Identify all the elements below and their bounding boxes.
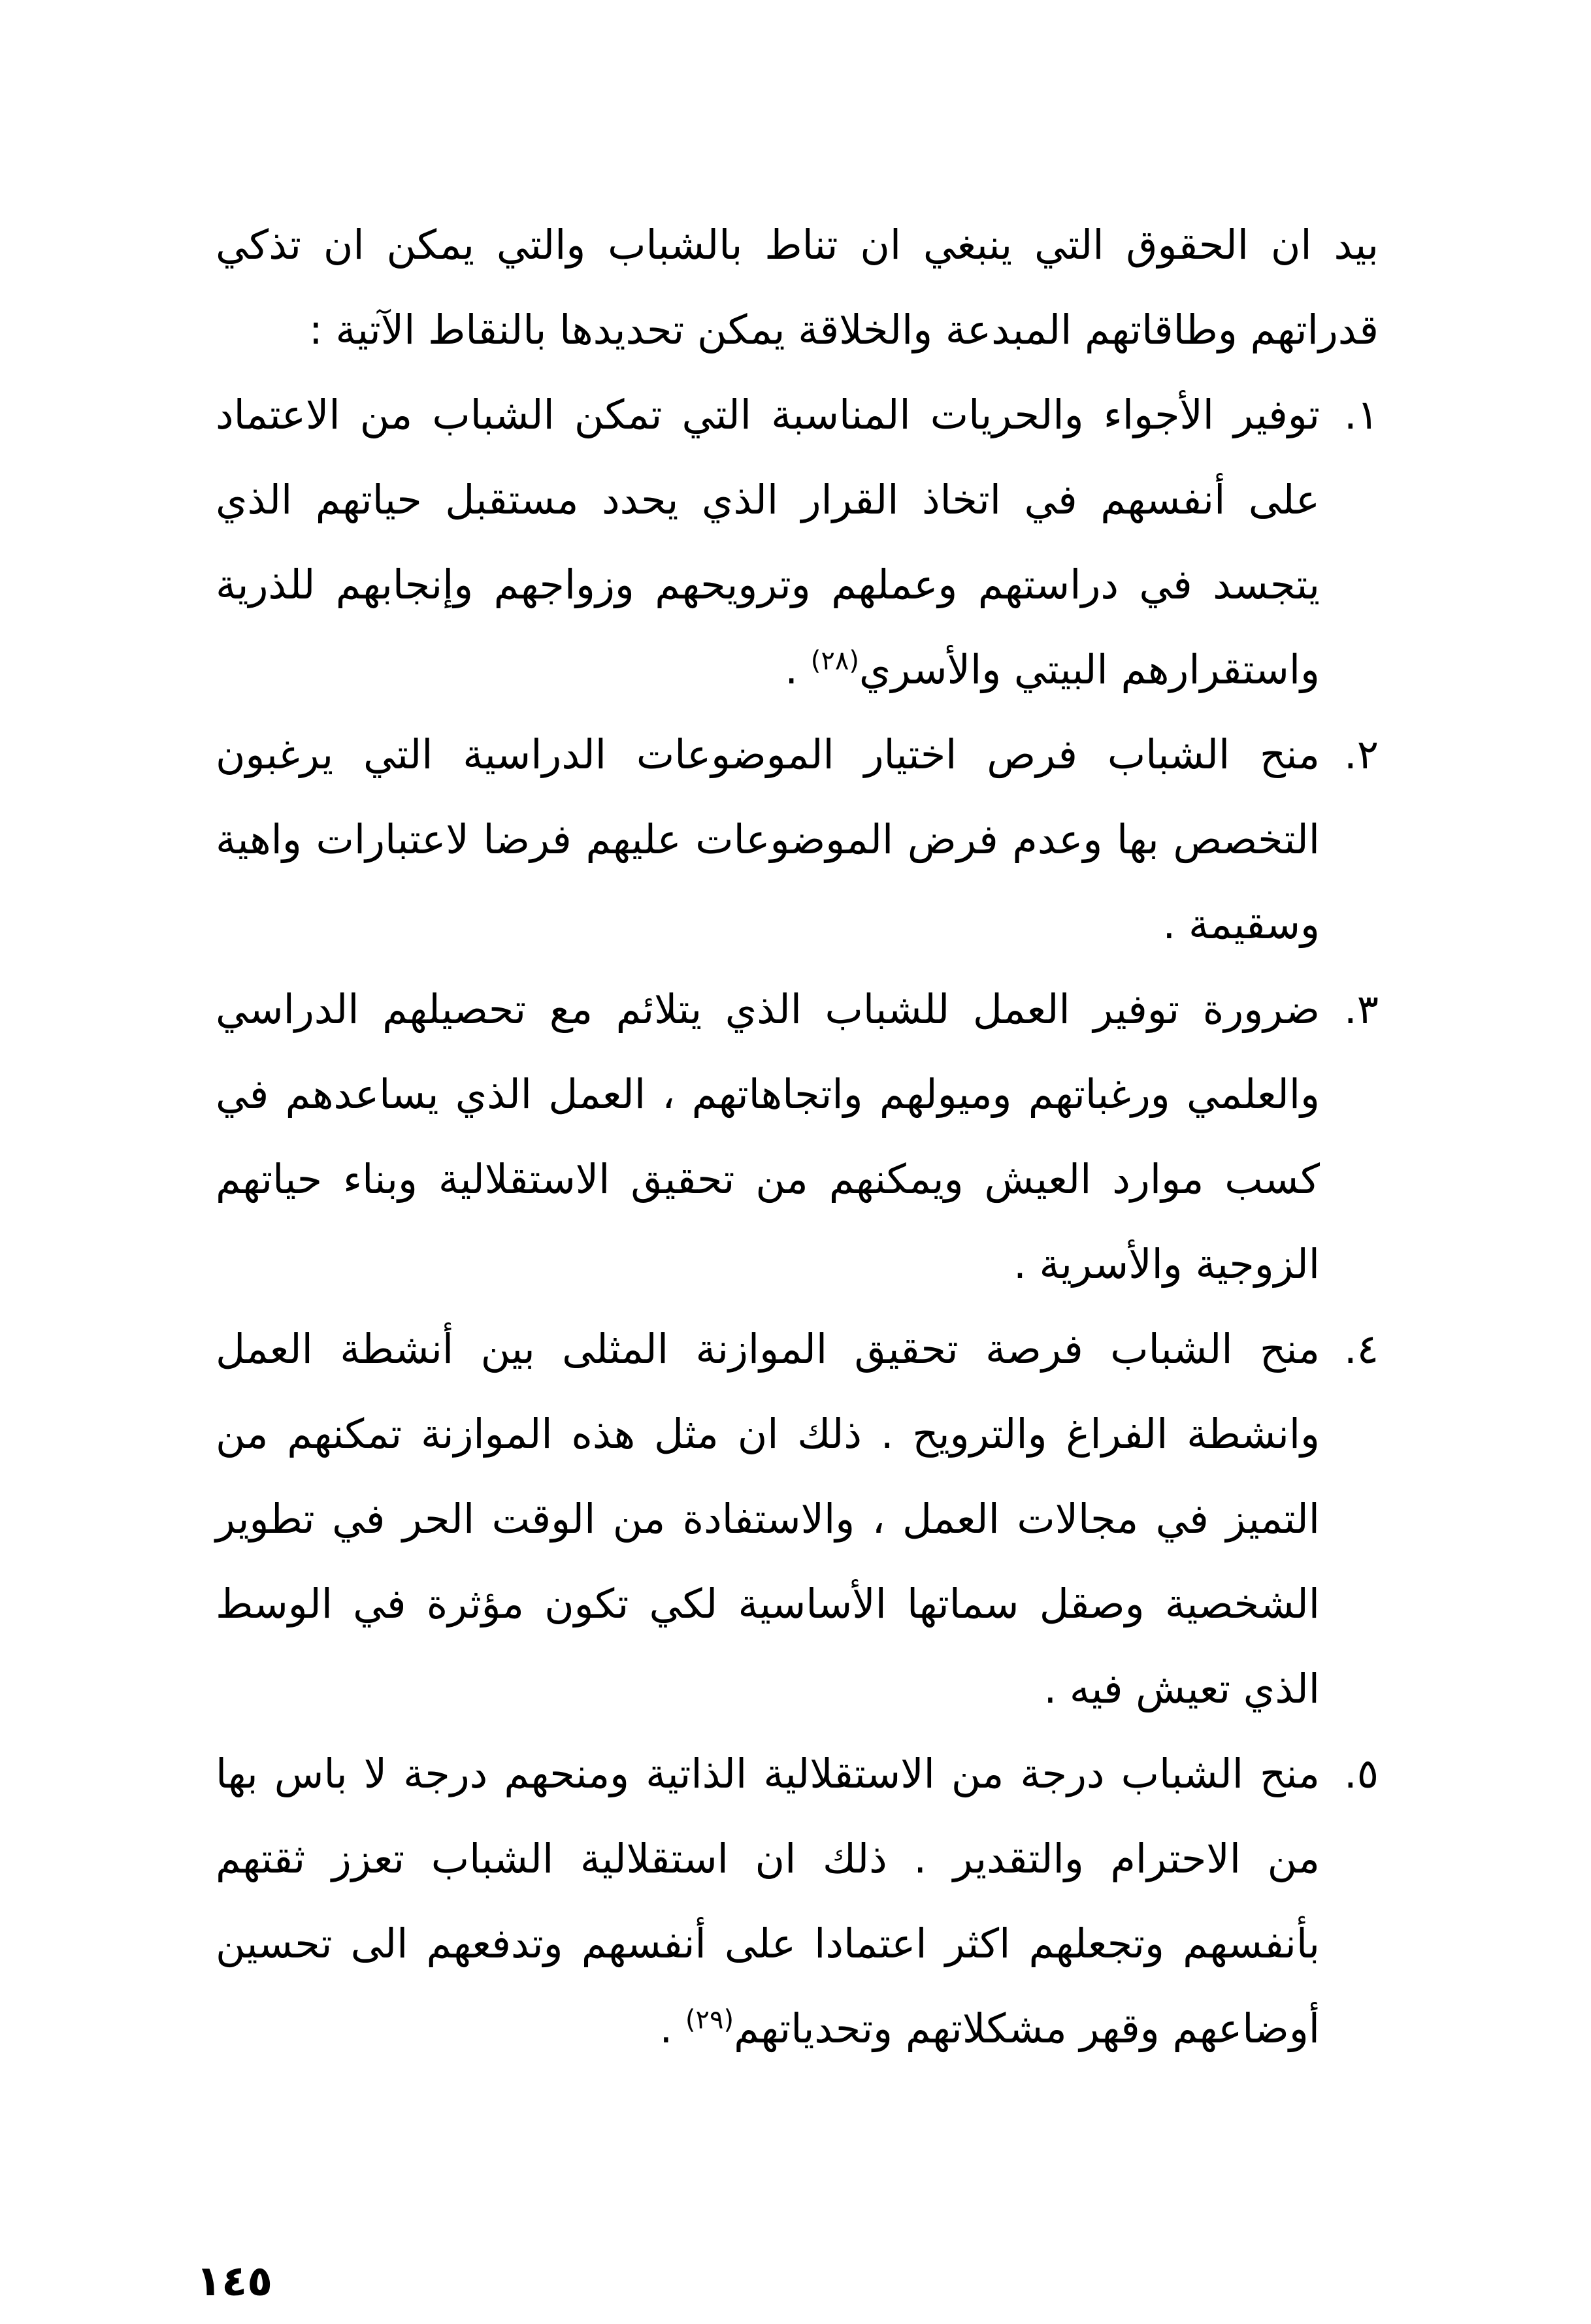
list-item-number: ٤. (1343, 1325, 1379, 1373)
list-item-body: توفير الأجواء والحريات المناسبة التي تمكن الشباب من الاعتماد على أنفسهم في اتخاذ القرار الذي يحدد مستقبل حياتهم الذي يتجسد في دراستهم وعملهم وترويحهم وزواجهم وإنجابهم للذرية واستقرارهم البيتي والأسري (216, 391, 1320, 693)
rights-list (216, 372, 1379, 2071)
list-item-body: ضرورة توفير العمل للشباب الذي يتلائم مع تحصيلهم الدراسي والعلمي ورغباتهم وميولهم واتجاهاتهم ، العمل الذي يساعدهم في كسب موارد العيش ويمكنهم من تحقيق الاستقلالية وبناء حياتهم الزوجية والأسرية . (216, 985, 1320, 1288)
list-item-1 (216, 372, 1379, 712)
list-item-ending: . (785, 646, 811, 693)
list-item-text (216, 712, 1320, 967)
page-number: ١٤٥ (196, 2257, 273, 2306)
list-item-text (216, 1731, 1320, 2071)
list-item-3 (216, 967, 1379, 1307)
list-item-text (216, 967, 1320, 1307)
list-item-number: ٣. (1343, 985, 1379, 1033)
list-item-ending: . (659, 2005, 685, 2052)
list-item-body: منح الشباب فرصة تحقيق الموازنة المثلى بين أنشطة العمل وانشطة الفراغ والترويح . ذلك ان مثل هذه الموازنة تمكنهم من التميز في مجالات العمل ، والاستفادة من الوقت الحر في تطوير الشخصية وصقل سماتها الأساسية لكي تكون مؤثرة في الوسط الذي تعيش فيه . (216, 1325, 1320, 1712)
list-item-2 (216, 712, 1379, 967)
footnote-citation[interactable]: (٢٨) (810, 646, 859, 676)
list-item-body: منح الشباب درجة من الاستقلالية الذاتية ومنحهم درجة لا باس بها من الاحترام والتقدير . ذلك ان استقلالية الشباب تعزز ثقتهم بأنفسهم وتجعلهم اكثر اعتمادا على أنفسهم وتدفعهم الى تحسين أوضاعهم وقهر مشكلاتهم وتحدياتهم (216, 1750, 1320, 2052)
list-item-body: منح الشباب فرص اختيار الموضوعات الدراسية التي يرغبون التخصص بها وعدم فرض الموضوعات عليهم فرضا لاعتبارات واهية وسقيمة . (216, 730, 1320, 948)
list-item-5 (216, 1731, 1379, 2071)
list-item-number: ٢. (1343, 730, 1379, 778)
list-item-text (216, 1307, 1320, 1731)
list-item-number: ١. (1343, 391, 1379, 438)
list-item-4 (216, 1307, 1379, 1731)
list-item-number: ٥. (1343, 1750, 1379, 1797)
list-item-text (216, 372, 1320, 712)
footnote-citation[interactable]: (٢٩) (685, 2005, 734, 2035)
intro-paragraph: بيد ان الحقوق التي ينبغي ان تناط بالشباب والتي يمكن ان تذكي قدراتهم وطاقاتهم المبدعة والخلاقة يمكن تحديدها بالنقاط الآتية : (216, 221, 1379, 353)
